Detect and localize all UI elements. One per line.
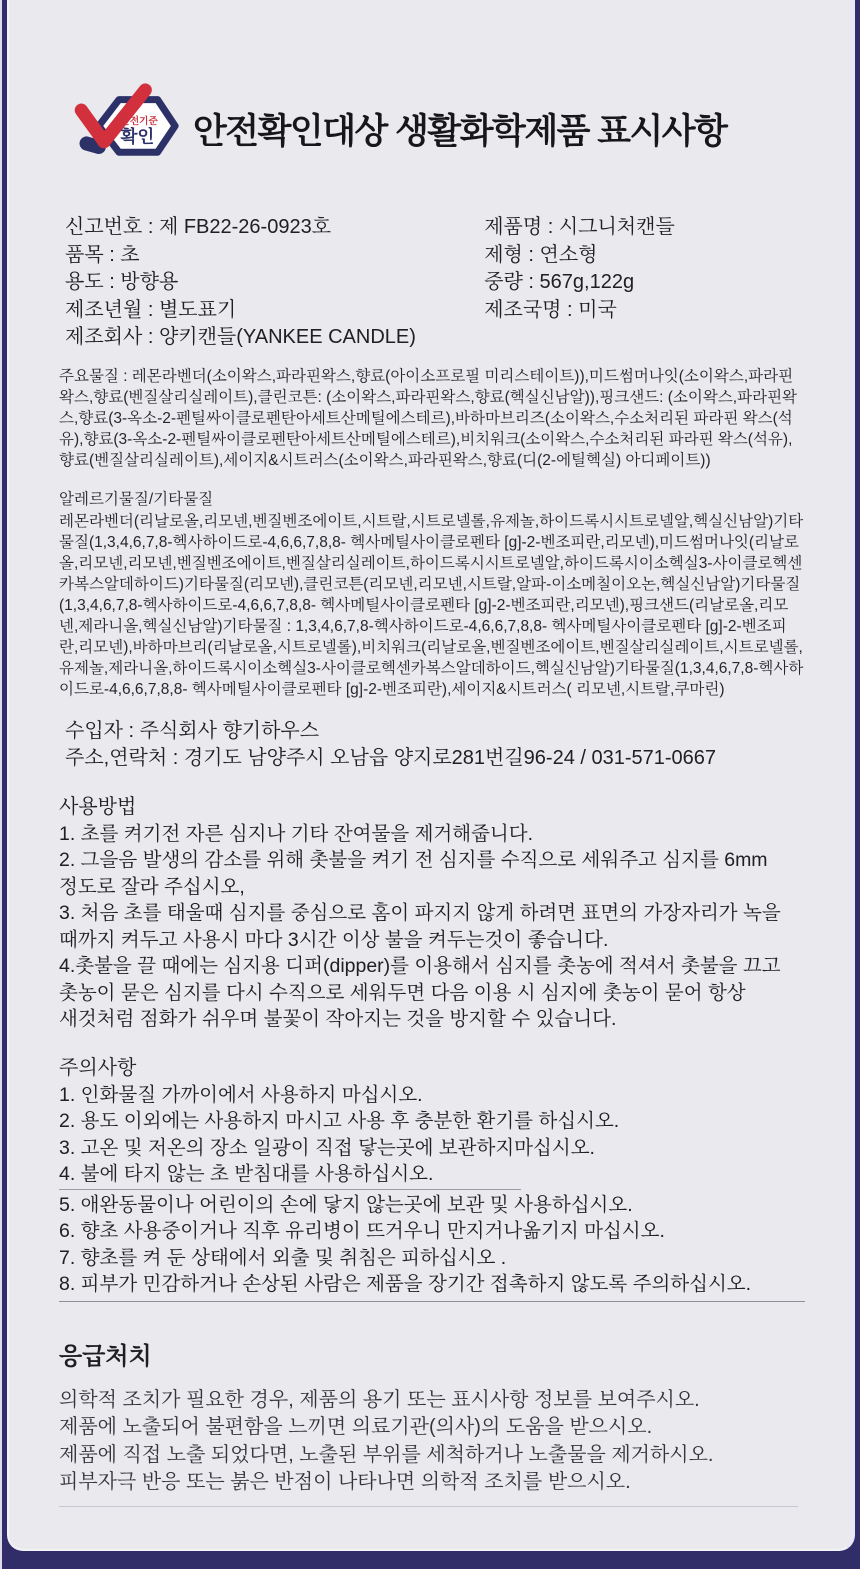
allergens-body: 레몬라벤더(리날로올,리모넨,벤질벤조에이트,시트랄,시트로넬롤,유제놀,하이드록시시트로넬알,헥실신남알)기타물질(1,3,4,6,7,8-헥사하이드로-4,6,6,7,8,8- 헥사메틸사이클로펜타 [g]-2-벤조피란,리모넨),미드썸머나잇(리날로올,리모넨,리모넨,벤질벤조에이트,벤질살리실레이트,하이드록시시트로넬알,하이드록시이소헥실3-사이클로헥센카복스알데하이드)기타물질(리모넨),클린코튼(리모넨,리모넨,시트랄,알파-이소메칠이오논,헥실신남알)기타물질(1,3,4,6,7,8-헥사하이드로-4,6,6,7,8,8- 헥사메틸사이클로펜타 [g]-2-벤조피란,리모넨),핑크샌드(리날로올,리모넨,제라니올,헥실신남알)기타물질 : 1,3,4,6,7,8-헥사하이드로-4,6,6,7,8,8- 헥사메틸사이클로펜타 [g]-2-벤조피란,리모넨),바하마브리(리날로올,시트로넬롤),비치워크(리날로올,벤질벤조에이트,벤질살리실레이트,시트로넬롤,유제놀,제라니올,하이드록시이소헥실3-사이클로헥센카복스알데하이드,헥실신남알)기타물질(1,3,4,6,7,8-헥사하이드로-4,6,6,7,8,8- 헥사메틸사이클로펜타 [g]-2-벤조피란),세이지&시트러스( 리모넨,시트랄,쿠마린) bbox=[59, 512, 804, 698]
header bbox=[69, 78, 805, 180]
usage-item: 1. 초를 켜기전 자른 심지나 기타 잔여물을 제거해줍니다. bbox=[59, 822, 534, 845]
cautions-section bbox=[59, 1055, 805, 1302]
label-content bbox=[7, 0, 855, 1551]
usage-item: 2. 그을음 발생의 감소를 위해 촛불을 켜기 전 심지를 수직으로 세워주고 심지를 6mm 정도로 잘라 주십시오, bbox=[59, 849, 768, 898]
usage-section bbox=[59, 794, 805, 1033]
first-aid-line: 피부자극 반응 또는 붉은 반점이 나타나면 의학적 조치를 받으시오. bbox=[59, 1471, 631, 1493]
usage-title: 사용방법 bbox=[59, 795, 137, 818]
caution-item: 6. 향초 사용중이거나 직후 유리병이 뜨거우니 만지거나옮기지 마십시오. bbox=[59, 1220, 665, 1242]
product-info-right bbox=[484, 214, 805, 352]
first-aid-line: 의학적 조치가 필요한 경우, 제품의 용기 또는 표시사항 정보를 보여주시오. bbox=[59, 1388, 700, 1411]
importer-name: 수입자 : 주식회사 향기하우스 bbox=[65, 719, 320, 742]
caution-item: 2. 용도 이외에는 사용하지 마시고 사용 후 충분한 환기를 하십시오. bbox=[59, 1110, 620, 1132]
badge-top-label: 안전기준 bbox=[120, 116, 158, 128]
country-of-origin: 제조국명 : 미국 bbox=[484, 298, 617, 321]
first-aid-line: 제품에 노출되어 불편함을 느끼면 의료기관(의사)의 도움을 받으시오. bbox=[59, 1416, 653, 1438]
allergens-title: 알레르기물질/기타물질 bbox=[59, 490, 214, 508]
divider bbox=[59, 1189, 521, 1190]
importer-section bbox=[59, 718, 805, 772]
product-info-left bbox=[59, 214, 484, 352]
main-substances: 주요물질 : 레몬라벤더(소이왁스,파라핀왁스,향료(아이소프로필 미리스테이트)),미드썸머나잇(소이왁스,파라핀왁스,향료(벤질살리실레이트),클린코튼: (소이왁스,파라핀왁스,향료(헥실신남알)),핑크샌드: (소이왁스,파라핀왁스,향료(3-옥소-2-펜틸싸이클로펜탄아세트산메틸에스테르),바하마브리즈(소이왁스,수소처리된 파라핀 왁스(석유),향료(3-옥소-2-펜틸싸이클로펜탄아세트산메틸에스테르),비치워크(소이왁스,수소처리된 파라핀 왁스(석유),향료(벤질살리실레이트),세이지&시트러스(소이왁스,파라핀왁스,향료(디(2-에틸헥실) 아디페이트)) bbox=[59, 367, 798, 469]
safety-check-badge-icon bbox=[69, 78, 183, 180]
first-aid-section bbox=[59, 1336, 805, 1507]
product-form: 제형 : 연소형 bbox=[484, 243, 598, 266]
usage-item: 4.촛불을 끌 때에는 심지용 디퍼(dipper)를 이용해서 심지를 촛농에 적셔서 촛불을 끄고 촛농이 묻은 심지를 다시 수직으로 세워두면 다음 이용 시 심지에 촛농이 묻어 항상 새것처럼 점화가 쉬우며 불꽃이 작아지는 것을 방지할 수 있습니다. bbox=[59, 955, 781, 1030]
caution-item: 8. 피부가 민감하거나 손상된 사람은 제품을 장기간 접촉하지 않도록 주의하십시오. bbox=[59, 1273, 752, 1295]
caution-item: 3. 고온 및 저온의 장소 일광이 직접 닿는곳에 보관하지마십시오. bbox=[59, 1136, 595, 1159]
caution-item: 4. 불에 타지 않는 초 받침대를 사용하십시오. bbox=[59, 1163, 434, 1185]
product-name: 제품명 : 시그니처캔들 bbox=[484, 216, 675, 238]
manufacturer: 제조회사 : 양키캔들(YANKEE CANDLE) bbox=[65, 326, 416, 348]
cautions-title: 주의사항 bbox=[59, 1056, 137, 1079]
divider bbox=[59, 1301, 805, 1302]
importer-address: 주소,연락처 : 경기도 남양주시 오남읍 양지로281번길96-24 / 031-571-0667 bbox=[65, 746, 717, 769]
manufacture-date: 제조년월 : 별도표기 bbox=[65, 298, 237, 321]
caution-item: 5. 애완동물이나 어린이의 손에 닿지 않는곳에 보관 및 사용하십시오. bbox=[59, 1193, 633, 1216]
usage-item: 3. 처음 초를 태울때 심지를 중심으로 홈이 파지지 않게 하려면 표면의 가장자리가 녹을 때까지 켜두고 사용시 마다 3시간 이상 불을 켜두는것이 좋습니다. bbox=[59, 902, 781, 951]
product-info bbox=[59, 214, 805, 352]
caution-item: 7. 향초를 켜 둔 상태에서 외출 및 취침은 피하십시오 . bbox=[59, 1246, 507, 1269]
divider bbox=[59, 1506, 798, 1507]
page-title: 안전확인대상 생활화학제품 표시사항 bbox=[193, 112, 727, 151]
first-aid-line: 제품에 직접 노출 되었다면, 노출된 부위를 세척하거나 노출물을 제거하시오. bbox=[59, 1443, 714, 1466]
allergens-section bbox=[59, 489, 805, 700]
item-type: 품목 : 초 bbox=[65, 243, 140, 266]
usage-purpose: 용도 : 방향용 bbox=[65, 271, 179, 293]
first-aid-title: 응급처치 bbox=[59, 1342, 152, 1370]
weight: 중량 : 567g,122g bbox=[484, 271, 635, 293]
badge-bottom-label: 확인 bbox=[120, 126, 155, 147]
report-number: 신고번호 : 제 FB22-26-0923호 bbox=[65, 216, 332, 238]
caution-item: 1. 인화물질 가까이에서 사용하지 마십시오. bbox=[59, 1083, 423, 1106]
